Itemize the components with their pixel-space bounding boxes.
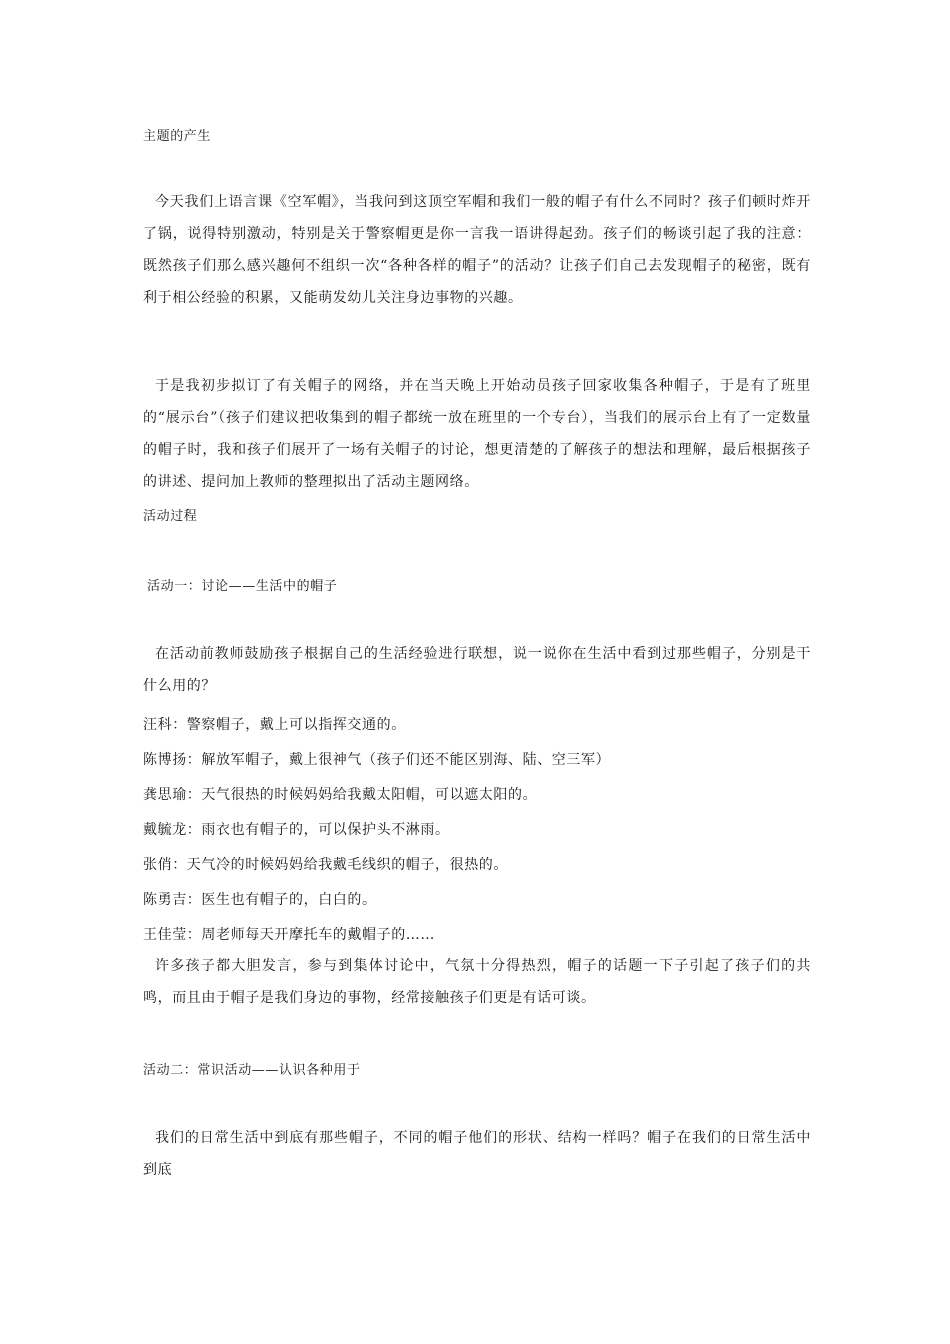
- dialogue-line: 陈勇吉：医生也有帽子的，白白的。: [143, 892, 377, 908]
- dialogue-line: 张俏：天气冷的时候妈妈给我戴毛线织的帽子，很热的。: [143, 857, 508, 873]
- section-heading-theme: 主题的产生: [143, 129, 212, 144]
- dialogue-line: 龚思瑜：天气很热的时候妈妈给我戴太阳帽，可以遮太阳的。: [143, 787, 538, 803]
- dialogue-line: 戴毓龙：雨衣也有帽子的，可以保护头不淋雨。: [143, 822, 450, 838]
- paragraph-activity-2-intro: 我们的日常生活中到底有那些帽子，不同的帽子他们的形状、结构一样吗？帽子在我们的日常生活中到底: [143, 1130, 811, 1178]
- section-heading-process: 活动过程: [143, 509, 198, 524]
- paragraph-activity-1-intro: 在活动前教师鼓励孩子根据自己的生活经验进行联想，说一说你在生活中看到过那些帽子，分别是干什么用的？: [143, 646, 811, 694]
- paragraph-network: 于是我初步拟订了有关帽子的网络，并在当天晚上开始动员孩子回家收集各种帽子，于是有了班里的“展示台”（孩子们建议把收集到的帽子都统一放在班里的一个专台），当我们的展示台上有了一定数量的帽子时，我和孩子们展开了一场有关帽子的讨论，想更清楚的了解孩子的想法和理解，最后根据孩子的讲述、提问加上教师的整理拟出了活动主题网络。: [143, 378, 811, 490]
- dialogue-line: 汪科：警察帽子，戴上可以指挥交通的。: [143, 717, 406, 733]
- section-heading-activity-1: 活动一：讨论——生活中的帽子: [147, 579, 338, 594]
- dialogue-line: 王佳莹：周老师每天开摩托车的戴帽子的……: [143, 927, 435, 943]
- section-heading-activity-2: 活动二：常识活动——认识各种用于: [143, 1063, 361, 1078]
- paragraph-intro: 今天我们上语言课《空军帽》，当我问到这顶空军帽和我们一般的帽子有什么不同时？孩子们顿时炸开了锅，说得特别激动，特别是关于警察帽更是你一言我一语讲得起劲。孩子们的畅谈引起了我的注意：既然孩子们那么感兴趣何不组织一次“各种各样的帽子”的活动？让孩子们自己去发现帽子的秘密，既有利于相公经验的积累，又能萌发幼儿关注身边事物的兴趣。: [143, 194, 811, 306]
- paragraph-activity-1-summary: 许多孩子都大胆发言，参与到集体讨论中，气氛十分得热烈，帽子的话题一下子引起了孩子们的共鸣，而且由于帽子是我们身边的事物，经常接触孩子们更是有话可谈。: [143, 958, 811, 1006]
- dialogue-line: 陈博扬：解放军帽子，戴上很神气（孩子们还不能区别海、陆、空三军）: [143, 752, 611, 768]
